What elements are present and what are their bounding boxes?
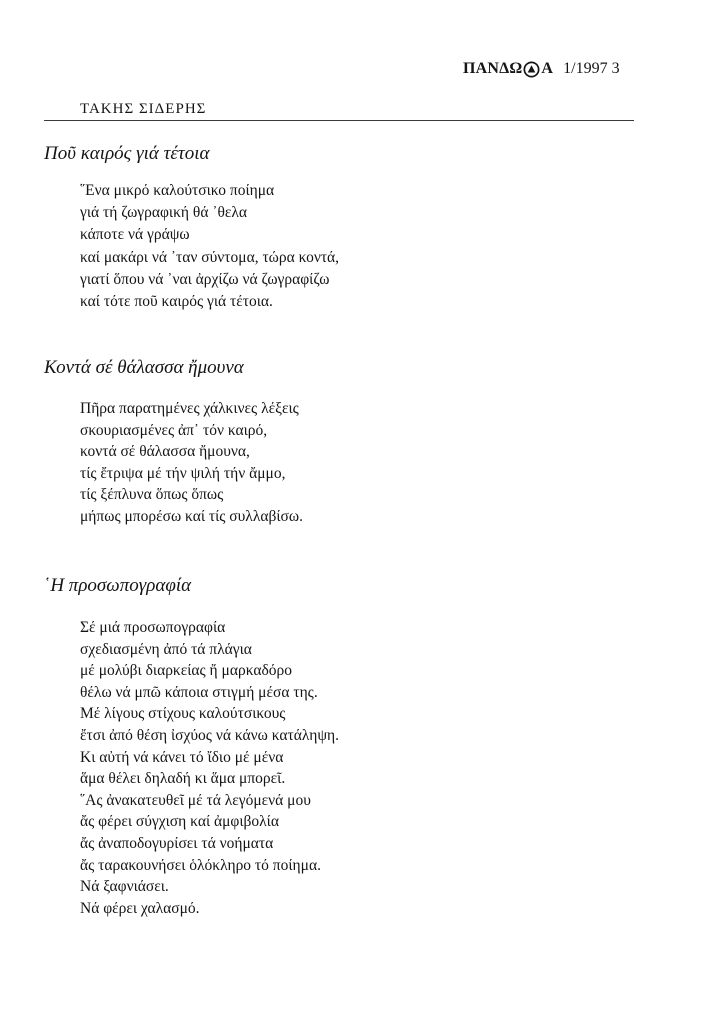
verse-line: καί τότε ποῦ καιρός γιά τέτοια. [80, 292, 273, 310]
verse-line: Πῆρα παρατημένες χάλκινες λέξεις [80, 400, 299, 417]
verse-line: ἄς φέρει σύγχιση καί ἀμφιβολία [80, 813, 279, 831]
logo-ring-icon [523, 61, 540, 78]
verse-line: ἄς ἀναποδογυρίσει τά νοήματα [80, 834, 274, 852]
verse-line: τίς ἔτριψα μέ τήν ψιλή τήν ἄμμο, [80, 464, 286, 482]
poem-title-3: ῾Η προσωπογραφία [44, 575, 192, 596]
verse-line: θέλω νά μπῶ κάποια στιγμή μέσα της. [80, 683, 318, 701]
verse-line: τίς ξέπλυνα ὅπως ὅπως [80, 486, 224, 504]
verse-line: Νά φέρει χαλασμό. [80, 899, 200, 917]
verse-line: Νά ξαφνιάσει. [80, 878, 169, 896]
verse-line: σκουριασμένες ἀπ᾿ τόν καιρό, [80, 421, 268, 439]
poem-body-1 [80, 180, 339, 313]
verse-line: γιατί ὅπου νά ᾿ναι ἀρχίζω νά ζωγραφίζω [80, 270, 330, 288]
magazine-logo [463, 60, 553, 78]
poem-title-1: Ποῦ καιρός γιά τέτοια [44, 143, 210, 164]
logo-text-right: Α [541, 60, 554, 77]
issue-page-number: 1/1997 3 [563, 60, 620, 77]
verse-line: μέ μολύβι διαρκείας ἤ μαρκαδόρο [80, 662, 293, 680]
verse-line: ἔτσι ἀπό θέση ἰσχύος νά κάνω κατάληψη. [80, 726, 340, 744]
verse-line: κάποτε νά γράψω [80, 226, 190, 244]
author-name: ΤΑΚΗΣ ΣΙΔΕΡΗΣ [80, 101, 207, 117]
verse-line: Μέ λίγους στίχους καλούτσικους [80, 705, 286, 723]
verse-line: ῞Ενα μικρό καλούτσικο ποίημα [80, 182, 275, 199]
poem-title-2: Κοντά σέ θάλασσα ἤμουνα [44, 357, 244, 378]
verse-line: κοντά σέ θάλασσα ἤμουνα, [80, 443, 250, 461]
running-header [463, 58, 620, 80]
verse-line: καί μακάρι νά ᾿ταν σύντομα, τώρα κοντά, [80, 248, 340, 266]
poem-body-2 [80, 398, 303, 528]
logo-text-left: ΠΑΝΔΩ [463, 60, 523, 77]
verse-line: Σέ μιά προσωπογραφία [80, 619, 226, 636]
verse-line: γιά τή ζωγραφική θά ᾿θελα [80, 204, 248, 222]
verse-line: ἅμα θέλει δηλαδή κι ἅμα μπορεῖ. [80, 770, 286, 788]
verse-line: μήπως μπορέσω καί τίς συλλαβίσω. [80, 507, 303, 525]
verse-line: Κι αὐτή νά κάνει τό ἴδιο μέ μένα [80, 748, 284, 766]
verse-line: σχεδιασμένη ἀπό τά πλάγια [80, 640, 252, 658]
header-rule [44, 120, 634, 121]
poem-body-3 [80, 617, 339, 919]
verse-line: ἄς ταρακουνήσει ὁλόκληρο τό ποίημα. [80, 856, 321, 874]
verse-line: ῞Ας ἀνακατευθεῖ μέ τά λεγόμενά μου [80, 791, 311, 809]
